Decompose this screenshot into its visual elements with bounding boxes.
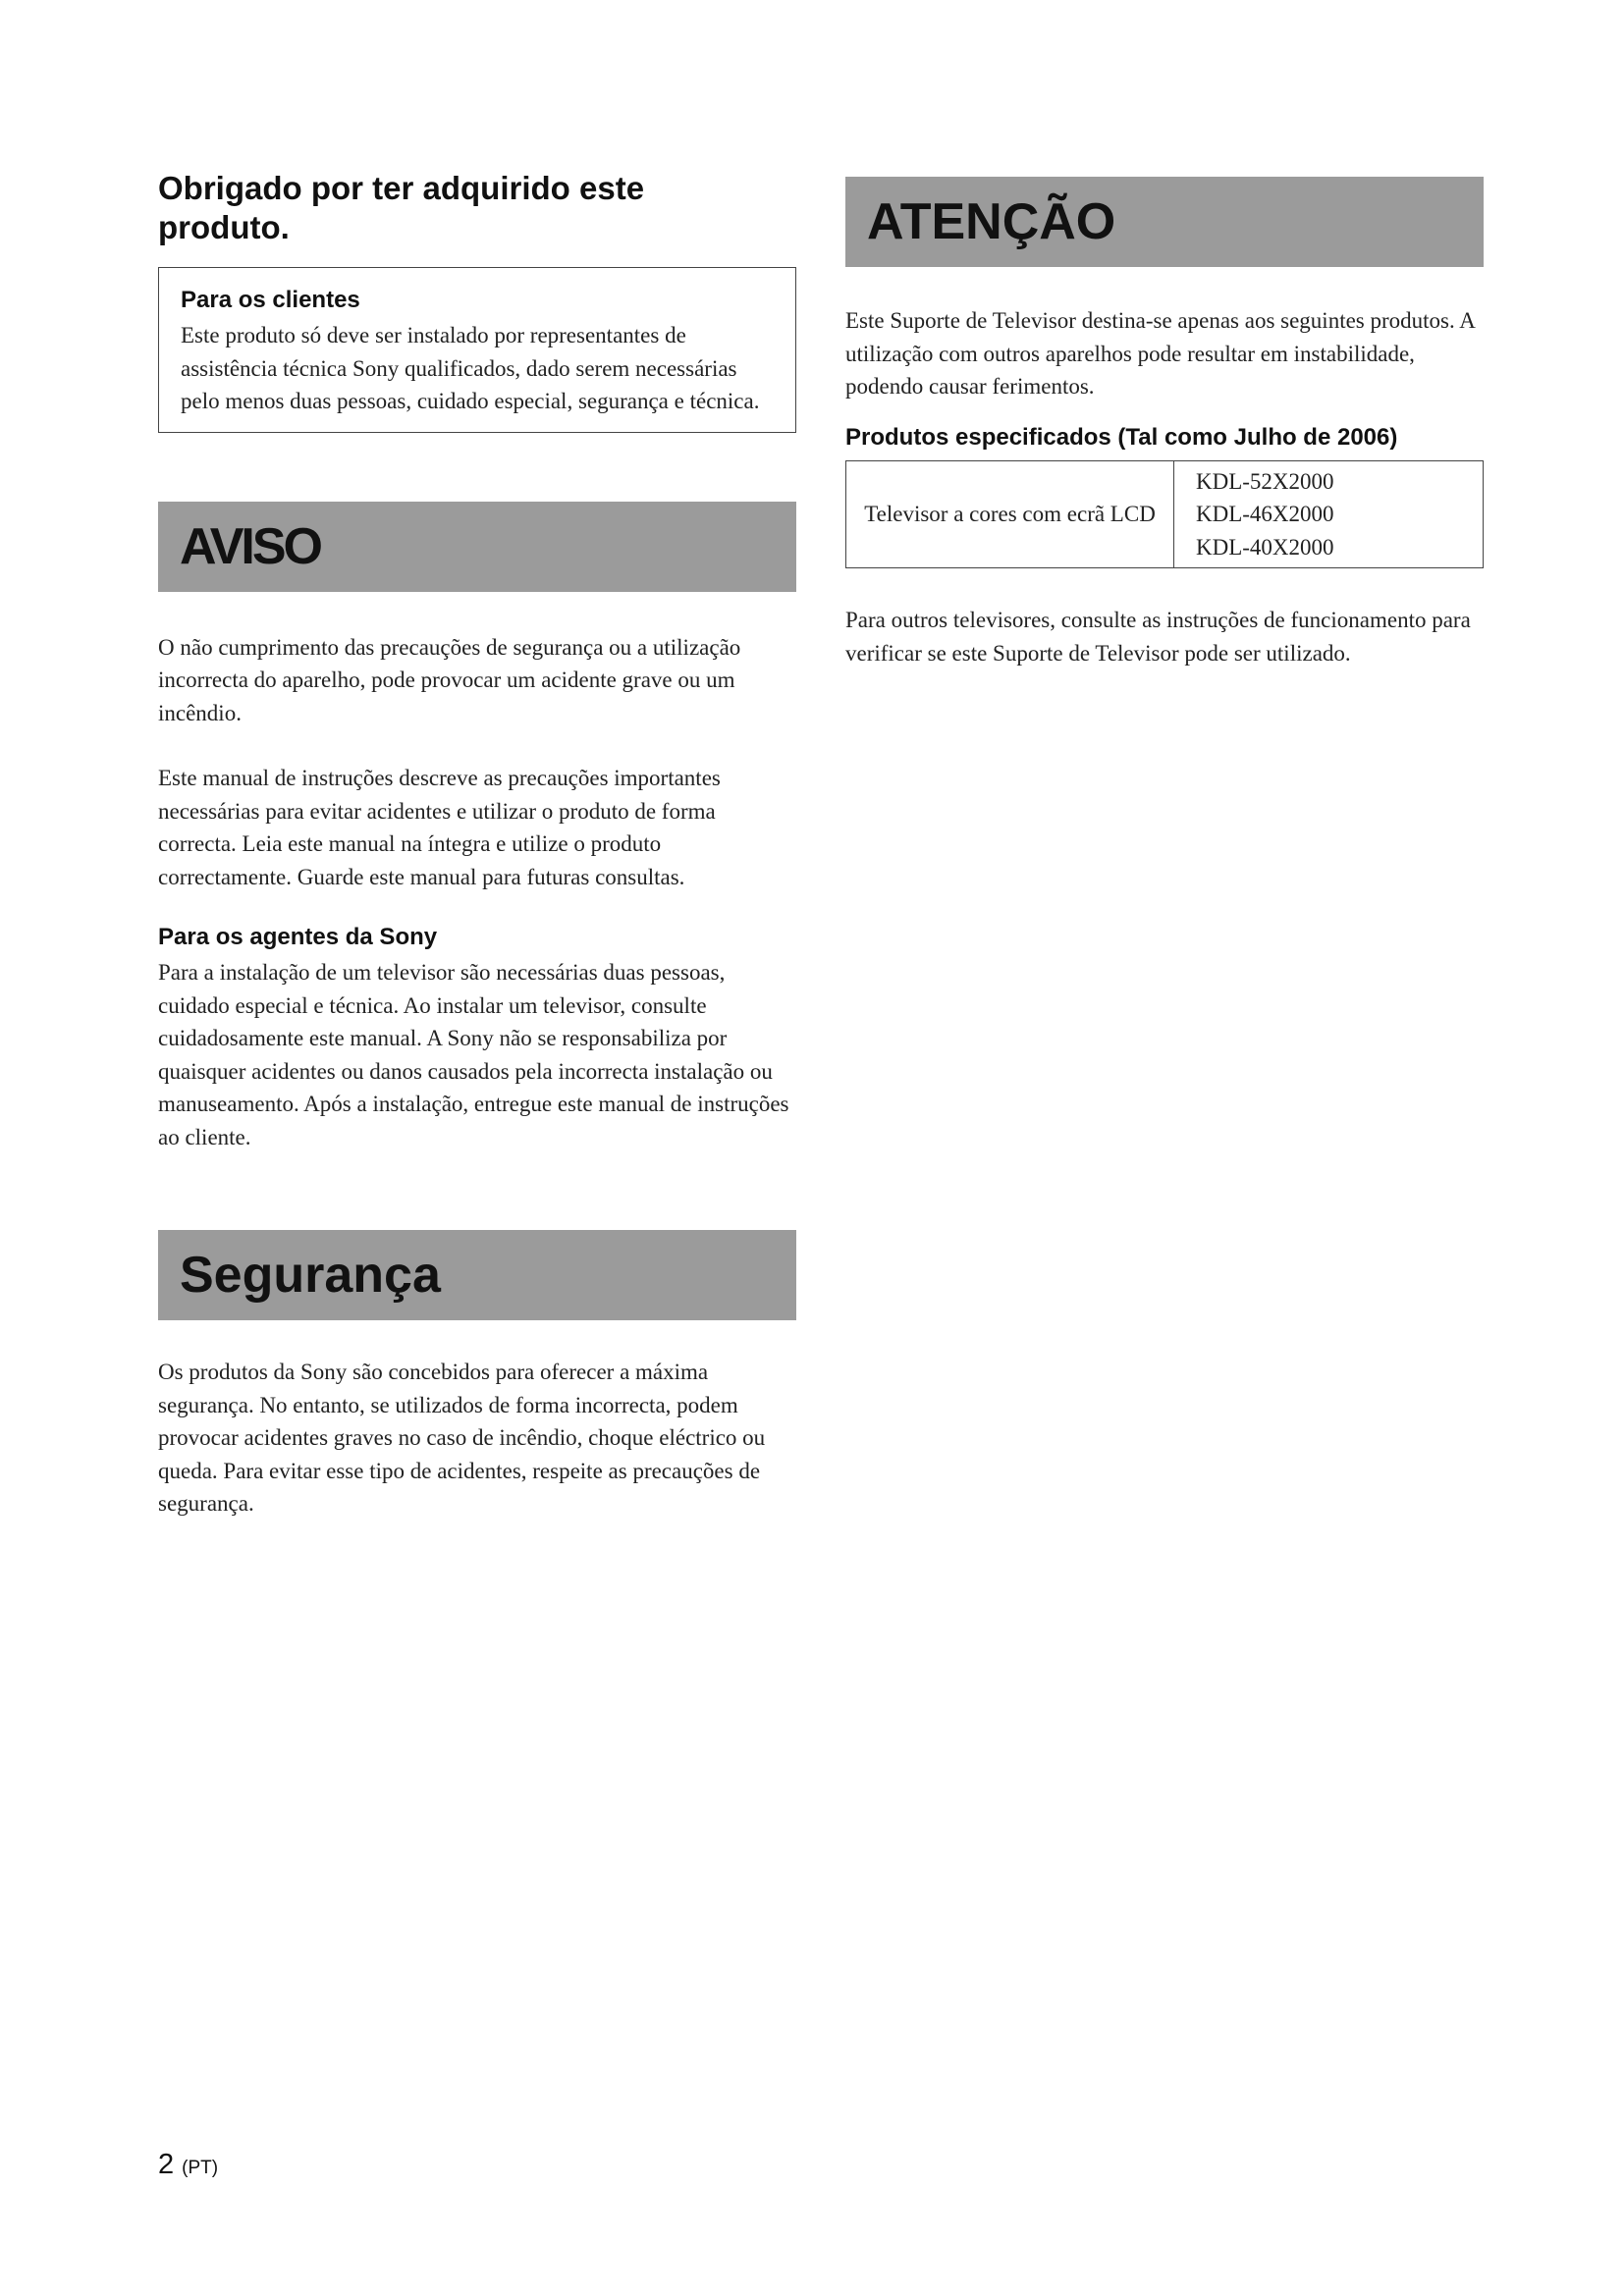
spec-models-cell xyxy=(1174,460,1484,568)
aviso-paragraph-1: O não cumprimento das precauções de segurança ou a utilização incorrecta do aparelho, pode provocar um acidente grave ou um incêndio. xyxy=(158,634,741,725)
atencao-banner xyxy=(845,177,1484,267)
atencao-intro: Este Suporte de Televisor destina-se apenas aos seguintes produtos. A utilização com outros aparelhos pode resultar em instabilidade, podendo causar ferimentos. xyxy=(845,308,1475,399)
table-row xyxy=(846,460,1484,568)
model-item: KDL-46X2000 xyxy=(1196,502,1334,526)
model-item: KDL-52X2000 xyxy=(1196,468,1334,494)
clients-text: Este produto só deve ser instalado por representantes de assistência técnica Sony qualificados, dado serem necessárias pelo menos duas pessoas, cuidado especial, segurança e técnica. xyxy=(181,323,760,413)
spec-category-cell: Televisor a cores com ecrã LCD xyxy=(846,460,1174,568)
clients-box xyxy=(158,267,796,433)
clients-heading: Para os clientes xyxy=(181,287,360,313)
atencao-outro: Para outros televisores, consulte as instruções de funcionamento para verificar se este Suporte de Televisor pode ser utilizado. xyxy=(845,608,1471,666)
seguranca-banner xyxy=(158,1230,796,1320)
dealers-heading: Para os agentes da Sony xyxy=(158,924,438,950)
seguranca-text: Os produtos da Sony são concebidos para oferecer a máxima segurança. No entanto, se utilizados de forma incorrecta, podem provocar acidentes graves no caso de incêndio, choque eléctrico ou queda. Para evitar esse tipo de acidentes, respeite as precauções de segurança. xyxy=(158,1360,766,1516)
aviso-banner-text: AVISO xyxy=(180,517,320,575)
atencao-banner-text: ATENÇÃO xyxy=(867,193,1116,250)
dealers-text: Para a instalação de um televisor são necessárias duas pessoas, cuidado especial e técnica. Ao instalar um televisor, consulte cuidadosamente este manual. A Sony não se responsabiliza por quaisquer acidentes ou danos causados pela incorrecta instalação ou manuseamento. Após a instalação, entregue este manual de instruções ao cliente. xyxy=(158,960,789,1149)
right-column xyxy=(845,177,1484,669)
language-code: (PT) xyxy=(182,2158,219,2178)
spec-table xyxy=(845,460,1484,569)
page-title-line2: produto. xyxy=(158,209,290,245)
seguranca-banner-text: Segurança xyxy=(180,1247,441,1304)
page-title xyxy=(158,169,796,247)
aviso-banner xyxy=(158,502,796,592)
model-item: KDL-40X2000 xyxy=(1196,534,1334,560)
aviso-paragraph-2: Este manual de instruções descreve as precauções importantes necessárias para evitar acidentes e utilizar o produto de forma correcta. Leia este manual na íntegra e utilize o produto correctamente. Guarde este manual para futuras consultas. xyxy=(158,766,721,889)
left-column xyxy=(158,169,796,1521)
page-title-line1: Obrigado por ter adquirido este xyxy=(158,170,645,206)
page-footer xyxy=(158,2149,218,2181)
page-number: 2 xyxy=(158,2149,175,2180)
spec-table-heading: Produtos especificados (Tal como Julho de 2006) xyxy=(845,423,1398,451)
